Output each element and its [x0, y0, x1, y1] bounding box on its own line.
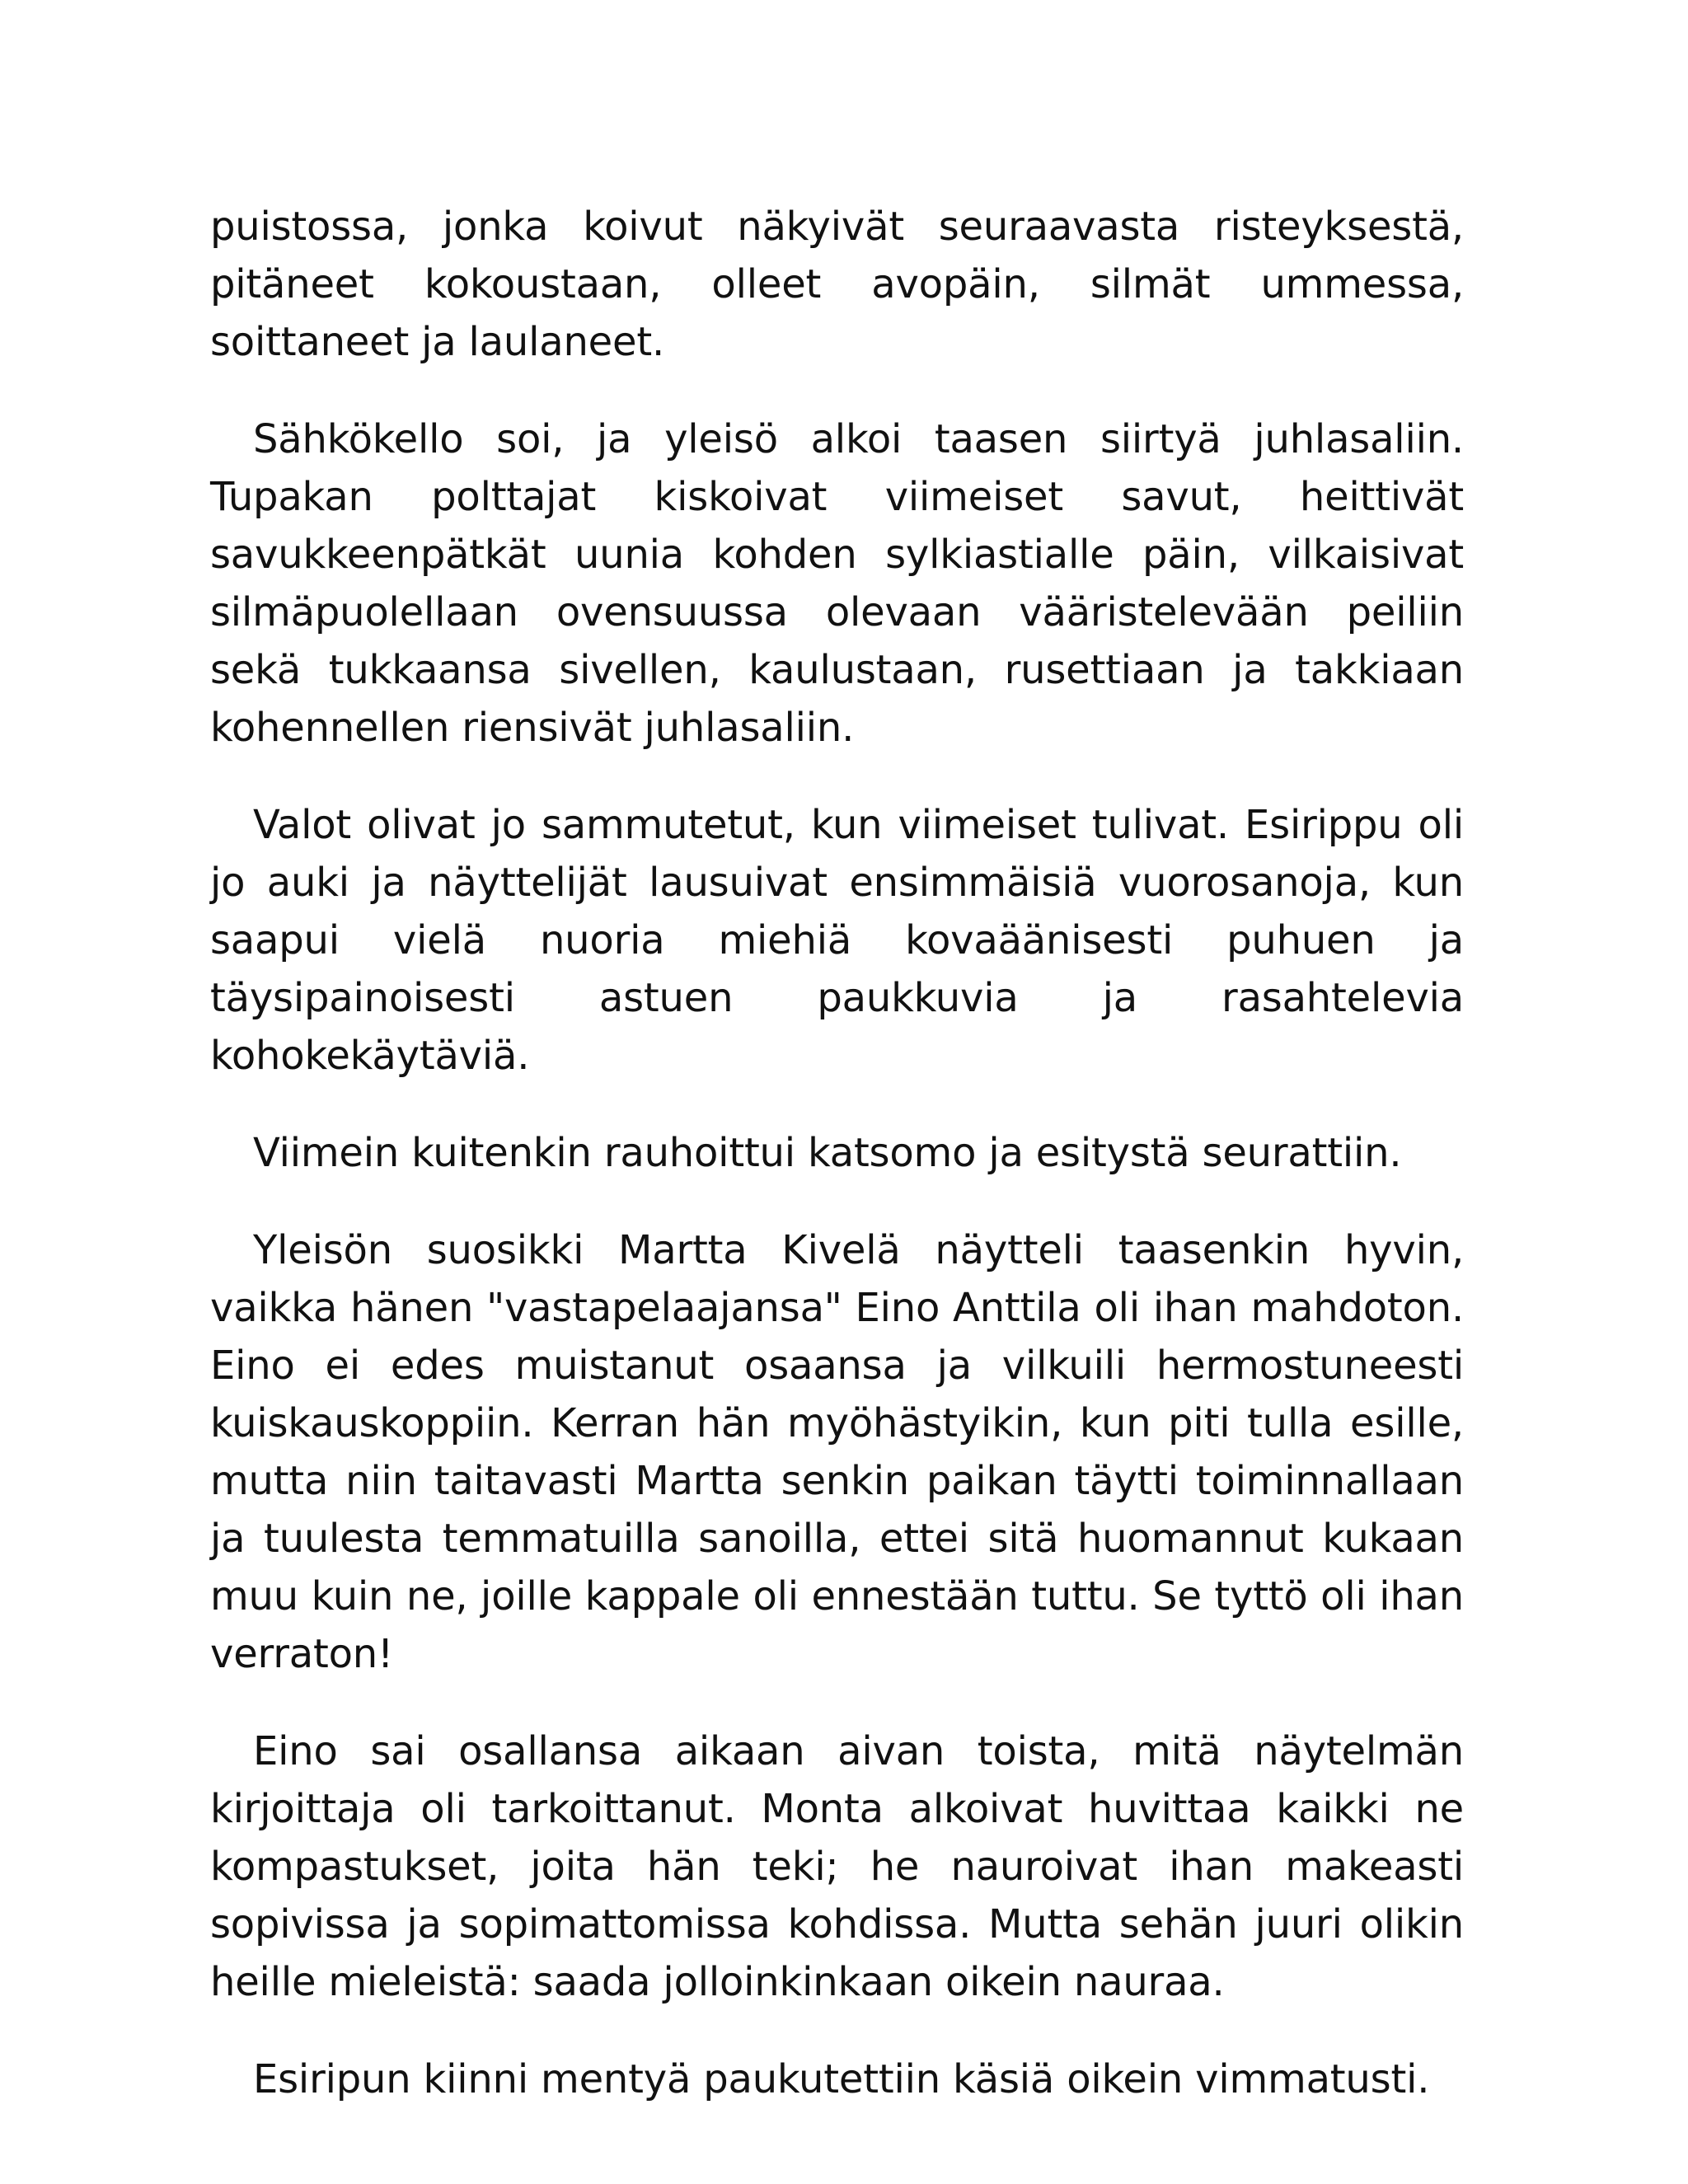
paragraph-2: Sähkökello soi, ja yleisö alkoi taasen siirtyä juhlasaliin. Tupakan polttajat kiskoivat viimeiset savut, heittivät savukkeenpätkät uunia kohden sylkiastialle päin, vilkaisivat silmäpuolellaan ovensuussa olevaan vääristelevään peiliin sekä tukkaansa sivellen, kaulustaan, rusettiaan ja takkiaan kohennellen riensivät juhlasaliin. — [210, 416, 1464, 751]
paragraph-7: Esiripun kiinni mentyä paukutettiin käsiä oikein vimmatusti. — [253, 2056, 1430, 2102]
paragraph-4: Viimein kuitenkin rauhoittui katsomo ja esitystä seurattiin. — [253, 1130, 1402, 1176]
paragraph-3: Valot olivat jo sammutetut, kun viimeiset tulivat. Esirippu oli jo auki ja näyttelijät lausuivat ensimmäisiä vuorosanoja, kun saapui vielä nuoria miehiä kovaäänisesti puhuen ja täysipainoisesti astuen paukkuvia ja rasahtelevia kohokekäytäviä. — [210, 802, 1464, 1079]
paragraph-5: Yleisön suosikki Martta Kivelä näytteli taasenkin hyvin, vaikka hänen "vastapelaajansa" Eino Anttila oli ihan mahdoton. Eino ei edes muistanut osaansa ja vilkuili hermostuneesti kuiskauskoppiin. Kerran hän myöhästyikin, kun piti tulla esille, mutta niin taitavasti Martta senkin paikan täytti toiminnallaan ja tuulesta temmatuilla sanoilla, ettei sitä huomannut kukaan muu kuin ne, joille kappale oli ennestään tuttu. Se tyttö oli ihan verraton! — [210, 1227, 1464, 1677]
paragraph-1: puistossa, jonka koivut näkyivät seuraavasta risteyksestä, pitäneet kokoustaan, olleet avopäin, silmät ummessa, soittaneet ja laulaneet. — [210, 204, 1464, 365]
paragraph-6: Eino sai osallansa aikaan aivan toista, mitä näytelmän kirjoittaja oli tarkoittanut. Monta alkoivat huvittaa kaikki ne kompastukset, joita hän teki; he nauroivat ihan makeasti sopivissa ja sopimattomissa kohdissa. Mutta sehän juuri olikin heille mieleistä: saada jolloinkinkaan oikein nauraa. — [210, 1728, 1464, 2005]
